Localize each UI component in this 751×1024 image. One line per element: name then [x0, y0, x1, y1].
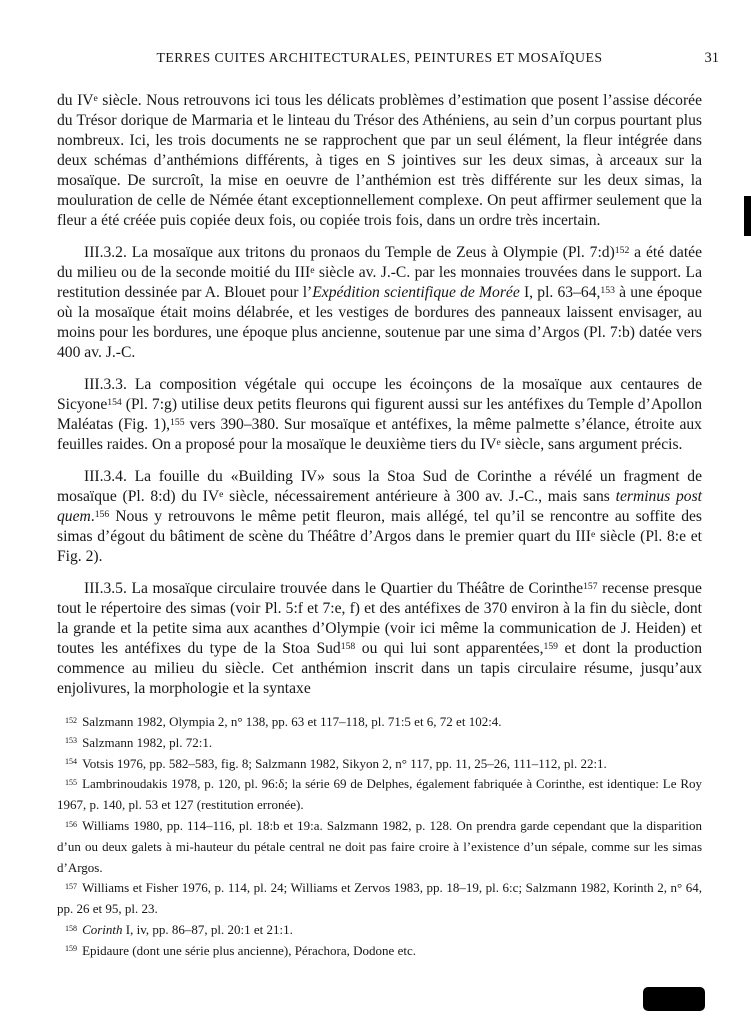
footnote-text: Williams et Fisher 1976, p. 114, pl. 24; Williams et Zervos 1983, pp. 18–19, pl. 6:c; Salzmann 1982, Korinth 2, n° 64, pp. 26 et 95, pl. 23.	[57, 880, 702, 917]
page-header	[57, 50, 719, 68]
footnotes	[57, 712, 702, 962]
paragraph: III.3.2. La mosaïque aux tritons du pronaos du Temple de Zeus à Olympie (Pl. 7:d)$^{152}$ a été datée du milieu ou de la seconde moitié du IIIe siècle av. J.-C. par les monnaies trouvées dans le support. La restitution dessinée par A. Blouet pour l’Expédition scientifique de Morée I, pl. 63–64,$^{153}$ à une époque où la mosaïque était moins délabrée, et les vestiges de bordures des panneaux laissent envisager, au moins pour les bordures, une époque plus ancienne, soutenue par une sima d’Argos (Pl. 7:b) datée vers 400 av. J.-C.	[57, 244, 702, 361]
footnote	[57, 816, 702, 878]
page-number: 31	[704, 50, 719, 66]
footnote	[57, 754, 702, 775]
footnote-text: Salzmann 1982, Olympia 2, n° 138, pp. 63 et 117–118, pl. 71:5 et 6, 72 et 102:4.	[82, 714, 502, 729]
page-title: TERRES CUITES ARCHITECTURALES, PEINTURES ET MOSAÏQUES	[156, 50, 603, 65]
footnote	[57, 941, 702, 962]
footnote-text: Williams 1980, pp. 114–116, pl. 18:b et 19:a. Salzmann 1982, p. 128. On prendra garde cependant que la disparition d’un ou deux galets à mi-hauteur du pétale central ne doit pas faire croire à l’existence d’un sépale, comme sur les simas d’Argos.	[57, 817, 702, 875]
footnote-number: 159	[65, 944, 78, 954]
scan-artifact-bottom	[643, 987, 705, 1011]
footnote-number: 158	[65, 923, 78, 933]
footnote-number: 156	[65, 819, 78, 829]
footnote-text: Votsis 1976, pp. 582–583, fig. 8; Salzmann 1982, Sikyon 2, n° 117, pp. 11, 25–26, 111–112, pl. 22:1.	[82, 755, 607, 771]
footnote-text: Corinth I, iv, pp. 86–87, pl. 20:1 et 21:1.	[82, 921, 293, 937]
footnote-text: Epidaure (dont une série plus ancienne), Pérachora, Dodone etc.	[82, 942, 416, 958]
footnote	[57, 712, 702, 733]
body-text	[57, 91, 702, 699]
paragraph: III.3.5. La mosaïque circulaire trouvée dans le Quartier du Théâtre de Corinthe$^{157}$ recense presque tout le répertoire des simas (voir Pl. 5:f et 7:e, f) et des antéfixes de 370 environ à la fin du siècle, dont la grande et la petite sima aux acanthes d’Olympie (voir ici même la communication de J. Heiden) et toutes les antéfixes du type de la Stoa Sud$^{158}$ ou qui lui sont apparentées,$^{159}$ et dont la production commence au milieu du siècle. Cet anthémion inscrit dans un tapis circulaire résume, jusqu’aux enjolivures, la morphologie et la syntaxe	[57, 580, 702, 697]
footnote	[57, 774, 702, 816]
footnote-text: Lambrinoudakis 1978, p. 120, pl. 96:δ; la série 69 de Delphes, également fabriquée à Corinthe, est identique: Le Roy 1967, p. 140, pl. 53 et 127 (restitution erronée).	[57, 776, 702, 813]
footnote-number: 153	[65, 736, 78, 746]
paragraph: III.3.4. La fouille du «Building IV» sous la Stoa Sud de Corinthe a révélé un fragment de mosaïque (Pl. 8:d) du IVe siècle, nécessairement antérieure à 300 av. J.-C., mais sans terminus post quem.$^{156}$ Nous y retrouvons le même petit fleuron, mais allégé, tel qu’il se rencontre au soffite des simas d’égout du bâtiment de scène du Théâtre d’Argos dans le premier quart du IIIe siècle (Pl. 8:e et Fig. 2).	[57, 468, 702, 565]
paragraph: du IVe siècle. Nous retrouvons ici tous les délicats problèmes d’estimation que posent l’assise décorée du Trésor dorique de Marmaria et le linteau du Trésor des Athéniens, au sein d’un corpus pourtant plus nombreux. Ici, les trois documents ne se rapprochent que par un seul élément, la fleur intégrée dans deux schémas d’anthémions différents, à tiges en S jointives sur les deux simas, à arceaux sur la mosaïque. De surcroît, la mise en oeuvre de l’anthémion est très différente sur les deux simas, la mouluration de celle de Némée étant exceptionnellement complexe. On peut affirmer seulement que la fleur a été créée puis copiée deux fois, ou copiée trois fois, dans un ordre très incertain.	[57, 92, 702, 229]
scanned-page	[57, 50, 719, 962]
footnote	[57, 733, 702, 754]
footnote-number: 154	[65, 757, 78, 767]
footnote-text: Salzmann 1982, pl. 72:1.	[82, 734, 213, 750]
paragraph: III.3.3. La composition végétale qui occupe les écoinçons de la mosaïque aux centaures de Sicyone$^{154}$ (Pl. 7:g) utilise deux petits fleurons qui figurent aussi sur les antéfixes du Temple d’Apollon Maléatas (Fig. 1),$^{155}$ vers 390–380. Sur mosaïque et antéfixes, la même palmette s’élance, étroite aux feuilles raides. On a proposé pour la mosaïque le deuxième tiers du IVe siècle, sans argument précis.	[57, 376, 702, 453]
footnote-number: 157	[65, 882, 78, 891]
footnote-number: 155	[65, 778, 78, 788]
footnote	[57, 920, 702, 941]
footnote-number: 152	[65, 715, 78, 725]
scan-artifact-right-edge	[744, 196, 751, 236]
footnote	[57, 878, 702, 920]
